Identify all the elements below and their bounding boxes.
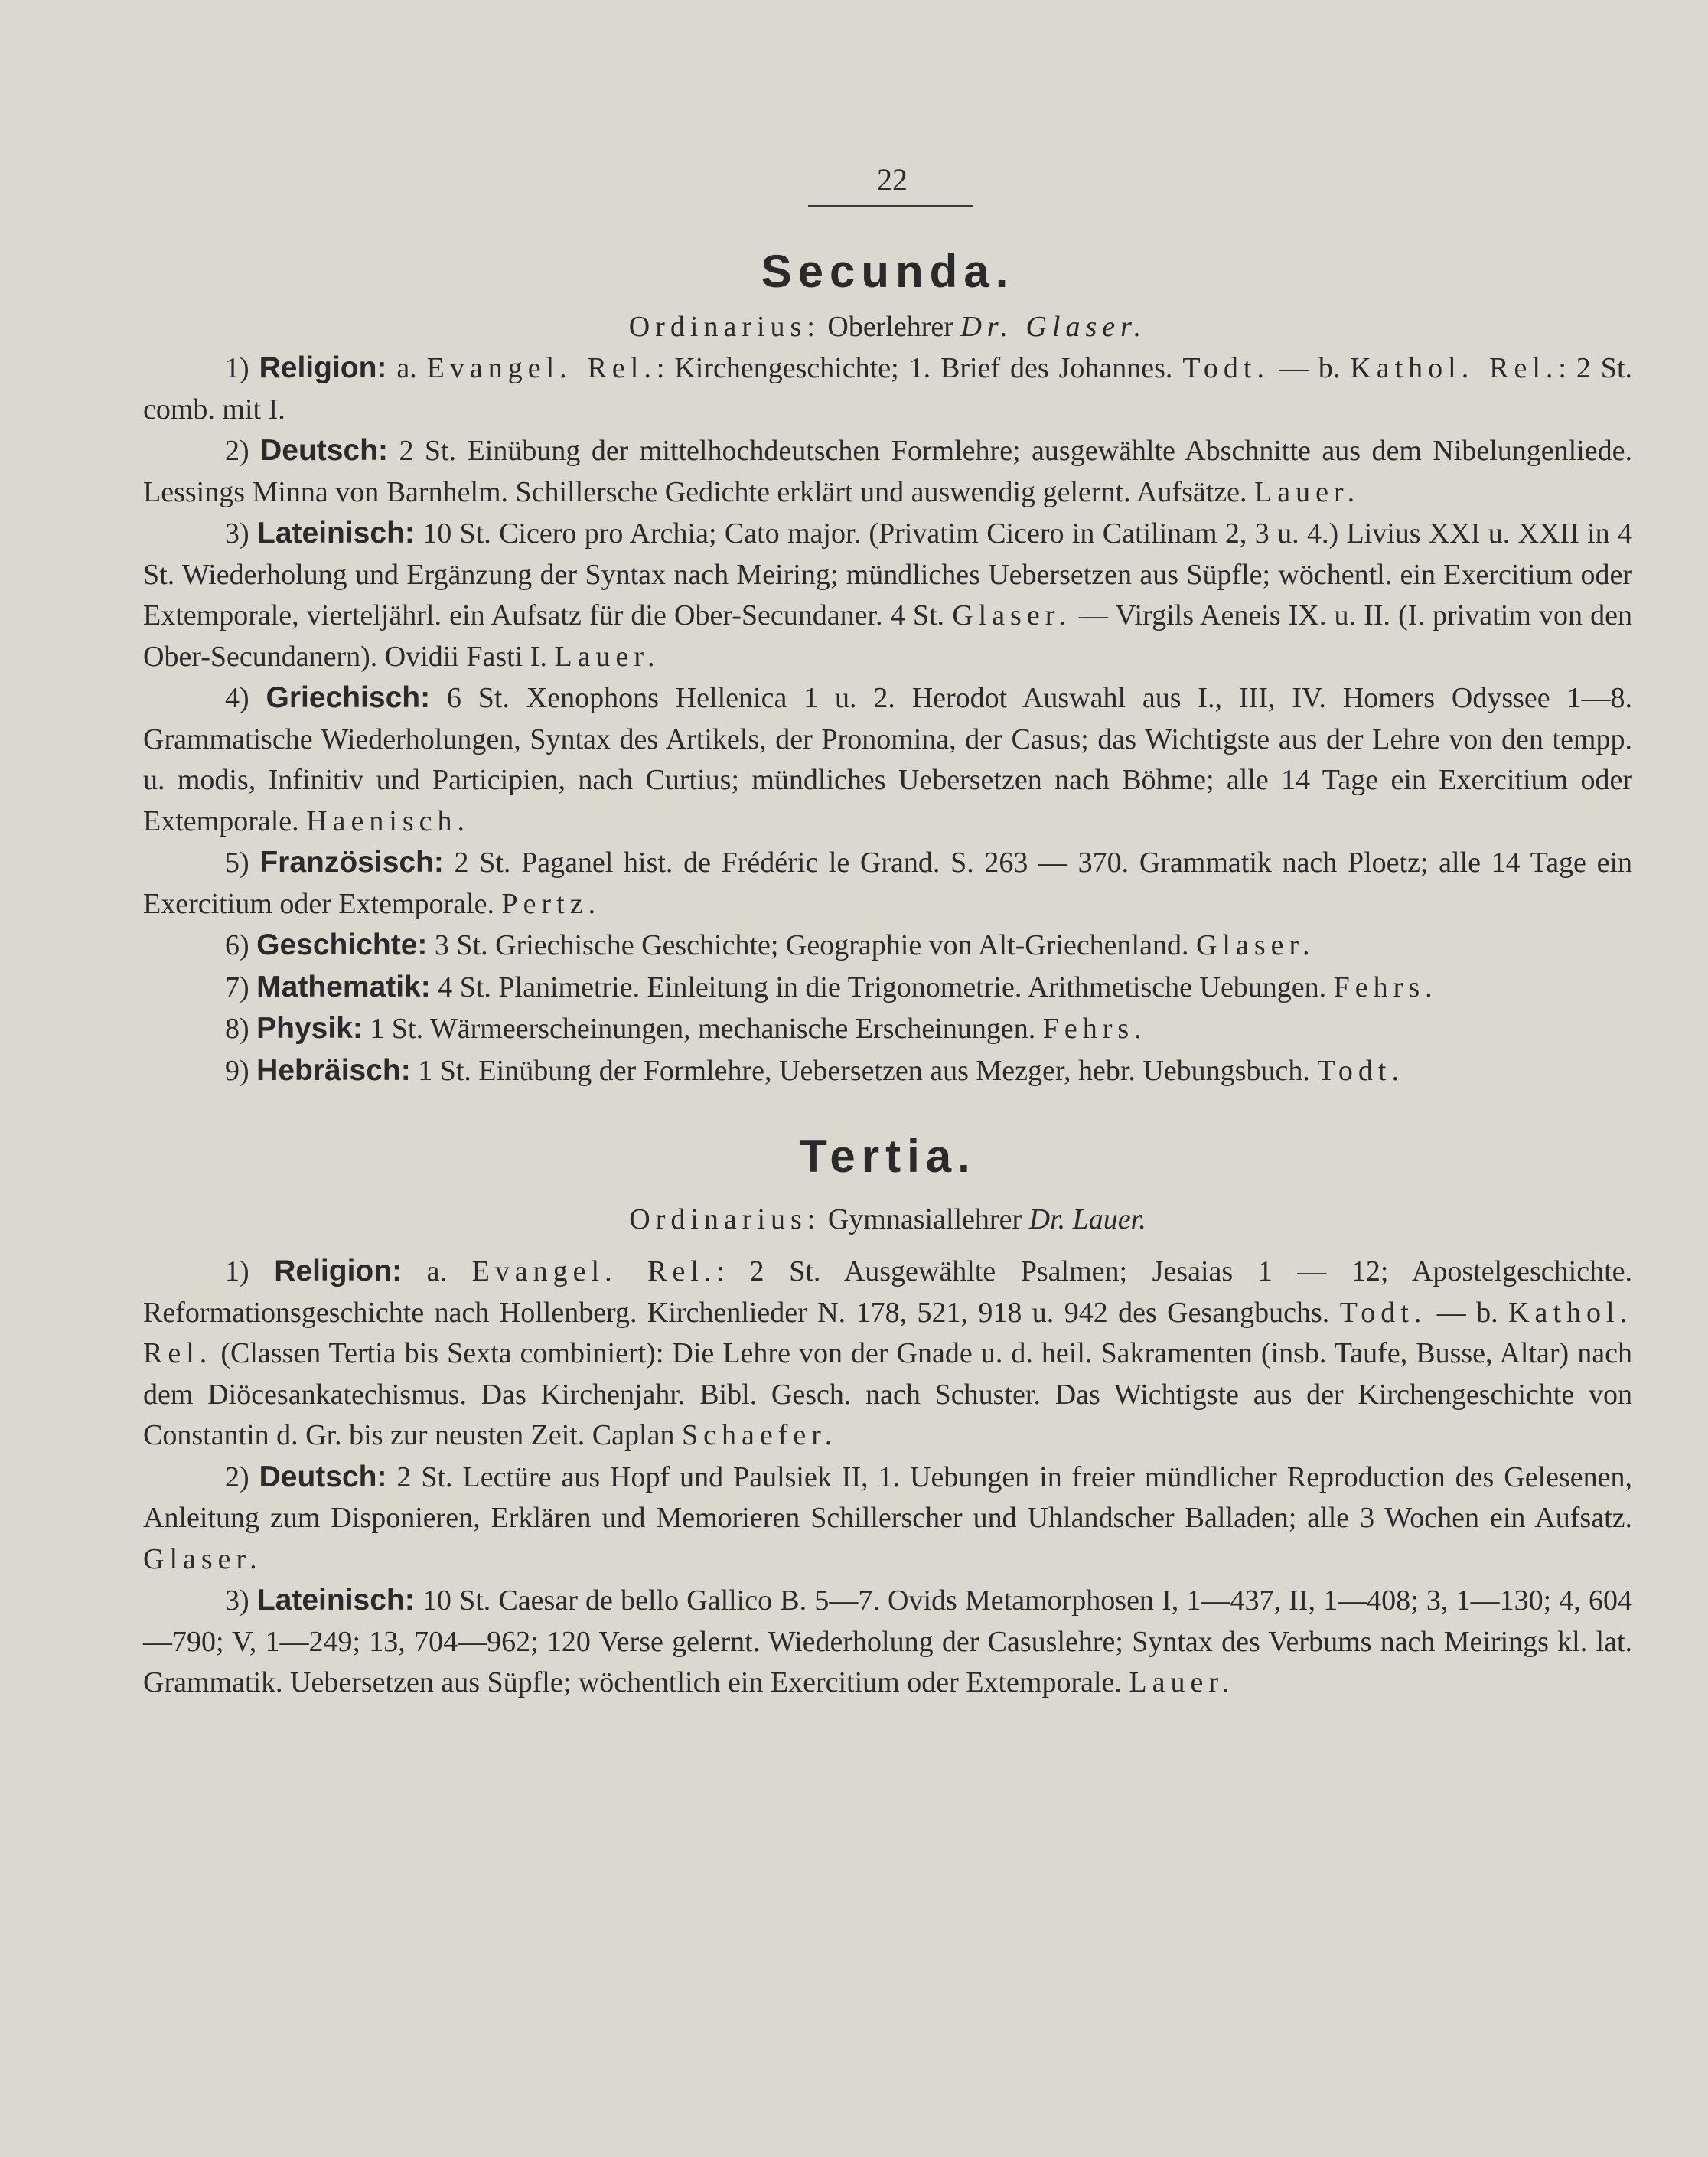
secunda-item-lateinisch: 3) Lateinisch: 10 St. Cicero pro Archia; Cato major. (Privatim Cicero in Catilinam 2, 3 u. 4.) Livius XXI u. XXII in 4 St. Wiederholung und Ergänzung der Syntax nach Meiring; mündliches Uebersetzen aus Süpfle; wöchentl. ein Exercitium oder Extemporale, vierteljährl. ein Aufsatz für die Ober-Secundaner. 4 St. Glaser. — Virgils Aeneis IX. u. II. (I. privatim von den Ober-Secundanern). Ovidii Fasti I. Lauer. bbox=[143, 517, 1633, 673]
tertia-item-religion: 1) Religion: a. Evangel. Rel.: 2 St. Ausgewählte Psalmen; Jesaias 1 — 12; Apostelgeschichte. Reformationsgeschichte nach Hollenberg. Kirchenlieder N. 178, 521, 918 u. 942 des Gesangbuchs. Todt. — b. Kathol. Rel. (Classen Tertia bis Sexta combiniert): Die Lehre von der Gnade u. d. heil. Sakramenten (insb. Taufe, Busse, Altar) nach dem Diöcesankatechismus. Das Kirchenjahr. Bibl. Gesch. nach Schuster. Das Wichtigste aus der Kirchengeschichte von Constantin d. Gr. bis zur neusten Zeit. Caplan Schaefer. bbox=[143, 1255, 1633, 1451]
secunda-item-physik: 8) Physik: 1 St. Wärmeerscheinungen, mechanische Erscheinungen. Fehrs. bbox=[225, 1012, 1147, 1045]
ordinarius-secunda: Ordinarius: Oberlehrer Dr. Glaser. bbox=[628, 311, 1147, 343]
secunda-item-deutsch: 2) Deutsch: 2 St. Einübung der mittelhochdeutschen Formlehre; ausgewählte Abschnitte aus dem Nibelungenliede. Lessings Minna von Barnhelm. Schillersche Gedichte erklärt und auswendig gelernt. Aufsätze. Lauer. bbox=[143, 434, 1632, 508]
tertia-item-deutsch: 2) Deutsch: 2 St. Lectüre aus Hopf und Paulsiek II, 1. Uebungen in freier mündlicher Reproduction des Gelesenen, Anleitung zum Disponieren, Erklären und Memorieren Schillerscher und Uhlandscher Balladen; alle 3 Wochen ein Aufsatz. Glaser. bbox=[143, 1460, 1633, 1575]
secunda-item-hebraeisch: 9) Hebräisch: 1 St. Einübung der Formlehre, Uebersetzen aus Mezger, hebr. Uebungsbuch. Todt. bbox=[225, 1053, 1404, 1087]
tertia-item-lateinisch: 3) Lateinisch: 10 St. Caesar de bello Gallico B. 5—7. Ovids Metamorphosen I, 1—437, II, 1—408; 3, 1—130; 4, 604—790; V, 1—249; 13, 704—962; 120 Verse gelernt. Wiederholung der Casuslehre; Syntax des Verbums nach Meirings kl. lat. Grammatik. Uebersetzen aus Süpfle; wöchentlich ein Exercitium oder Extemporale. Lauer. bbox=[143, 1584, 1632, 1699]
ordinarius-tertia: Ordinarius: Gymnasiallehrer Dr. Lauer. bbox=[629, 1203, 1146, 1235]
section-title-secunda: Secunda. bbox=[761, 246, 1015, 297]
page-number: 22 bbox=[877, 162, 908, 197]
secunda-item-griechisch: 4) Griechisch: 6 St. Xenophons Hellenica 1 u. 2. Herodot Auswahl aus I., III, IV. Homers Odyssee 1—8. Grammatische Wiederholungen, Syntax des Artikels, der Pronomina, der Casus; das Wichtigste aus der Lehre von den tempp. u. modis, Infinitiv und Participien, nach Curtius; mündliches Uebersetzen nach Böhme; alle 14 Tage ein Exercitium oder Extemporale. Haenisch. bbox=[143, 681, 1632, 837]
secunda-item-mathematik: 7) Mathematik: 4 St. Planimetrie. Einleitung in die Trigonometrie. Arithmetische Uebungen. Fehrs. bbox=[225, 970, 1438, 1003]
secunda-item-geschichte: 6) Geschichte: 3 St. Griechische Geschichte; Geographie von Alt-Griechenland. Glaser. bbox=[225, 928, 1315, 961]
page-number-rule bbox=[808, 205, 973, 207]
secunda-item-religion: 1) Religion: a. Evangel. Rel.: Kirchengeschichte; 1. Brief des Johannes. Todt. — b. Kathol. Rel.: 2 St. comb. mit I. bbox=[143, 351, 1632, 426]
section-title-tertia: Tertia. bbox=[799, 1131, 976, 1182]
content bbox=[143, 230, 1632, 1704]
secunda-item-franzoesisch: 5) Französisch: 2 St. Paganel hist. de Frédéric le Grand. S. 263 — 370. Grammatik nach Ploetz; alle 14 Tage ein Exercitium oder Extemporale. Pertz. bbox=[143, 846, 1633, 920]
